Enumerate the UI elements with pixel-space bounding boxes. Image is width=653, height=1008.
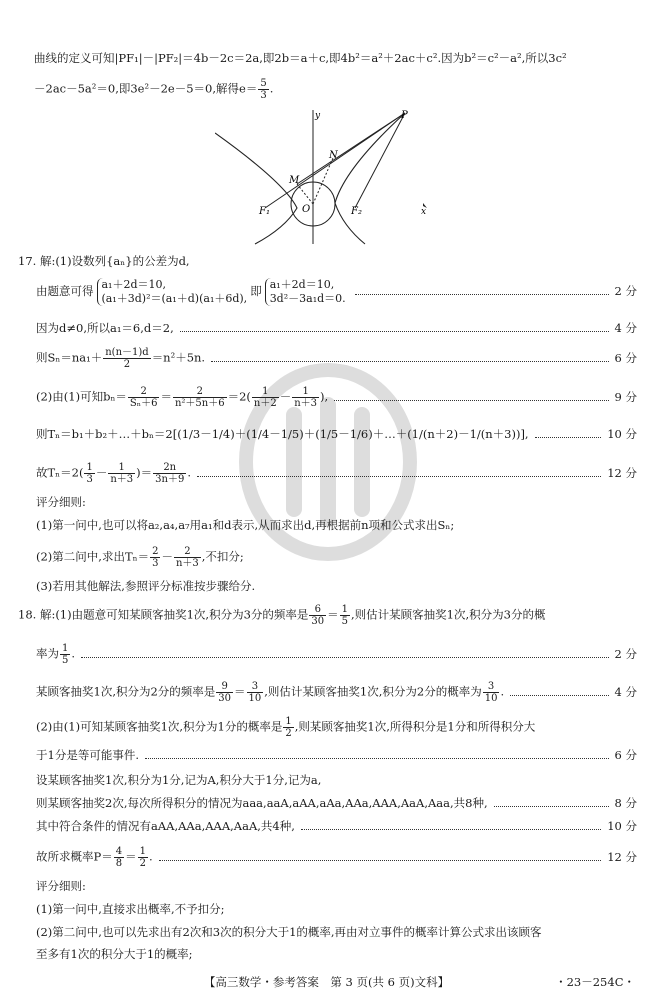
label-F2: F₂ xyxy=(351,206,362,217)
score: 6 分 xyxy=(614,748,637,762)
score: 10 分 xyxy=(607,819,637,833)
q18-line-9: 故所求概率P＝ $\frac{4}{8}$ ＝ $\frac{1}{2}$ . 12 分 xyxy=(36,846,637,869)
score: 9 分 xyxy=(614,389,637,404)
q17-line-3: 因为d≠0,所以a₁＝6,d＝2, 4 分 xyxy=(36,321,637,335)
score: 8 分 xyxy=(614,796,637,810)
q18-line-2: 率为 $\frac{1}{5}$ . 2 分 xyxy=(36,643,637,666)
left-branch xyxy=(215,133,297,244)
q17-line-5: (2)由(1)可知bₙ＝ $\frac{2}{\text{Sₙ＋6}}$ ＝ $\frac{2}{\text{n²＋5n＋6}}$ ＝2( $\frac{1}{n+2}$ － $\frac{1}{n+3}$ ), 9 分 xyxy=(36,386,637,409)
score: 12 分 xyxy=(607,849,637,864)
q17-rubric-3: (3)若用其他解法,参照评分标准按步骤给分. xyxy=(36,579,256,593)
line-F2P xyxy=(355,113,405,208)
q18-line-7: 则某顾客抽奖2次,每次所得积分的情况为aaa,aaA,aAA,aAa,AAa,AAA,AaA,Aaa,共8种, 8 分 xyxy=(36,796,637,810)
score: 10 分 xyxy=(607,427,637,441)
q18-line-4: (2)由(1)可知某顾客抽奖1次,积分为1分的概率是 $\frac{1}{2}$ ,则某顾客抽奖1次,所得积分是1分和所得积分大 xyxy=(36,716,536,739)
footer-title: 【高三数学・参考答案 第 3 页(共 6 页)文科】 xyxy=(203,975,450,989)
score: 6 分 xyxy=(614,350,637,365)
equation-system-1: a₁＋2d＝10, (a₁＋3d)²＝(a₁＋d)(a₁＋6d), xyxy=(97,278,248,306)
q17-line-4: 则Sₙ＝na₁＋ $\frac{n(n-1)d}{2}$ ＝n²＋5n. 6 分 xyxy=(36,347,637,370)
q17-rubric-2: (2)第二问中,求出Tₙ＝ $\frac{2}{3}$ － $\frac{2}{n+3}$ ,不扣分; xyxy=(36,546,244,569)
dashed-OM xyxy=(297,184,313,204)
score: 2 分 xyxy=(614,646,637,661)
q17-rubric-title: 评分细则: xyxy=(36,495,86,509)
label-y: y xyxy=(315,111,321,121)
q18-rubric-2a: (2)第二问中,也可以先求出有2次和3次的积分大于1的概率,再由对立事件的概率计算公式求出该顾客 xyxy=(36,925,542,939)
equation-system-2: a₁＋2d＝10, 3d²－3a₁d＝0. xyxy=(265,278,346,306)
label-F1: F₁ xyxy=(259,206,270,217)
score: 4 分 xyxy=(614,684,637,699)
label-P: P xyxy=(401,110,408,121)
intro-line-2: －2ac－5a²＝0,即3e²－2e－5＝0,解得e＝ $\frac{5}{3}$ . xyxy=(34,78,274,101)
score: 4 分 xyxy=(614,321,637,335)
dashed-ON xyxy=(313,158,333,204)
q18-line-5: 于1分是等可能事件. 6 分 xyxy=(36,748,637,762)
label-x: x xyxy=(421,207,427,217)
intro-line-1: 曲线的定义可知|PF₁|－|PF₂|＝4b－2c＝2a,即2b＝a＋c,即4b²＝a²＋2ac＋c².因为b²＝c²－a²,所以3c² xyxy=(34,51,567,65)
q18-rubric-title: 评分细则: xyxy=(36,879,86,893)
score: 12 分 xyxy=(607,465,637,480)
q17-line-7: 故Tₙ＝2( $\frac{1}{3}$ － $\frac{1}{n+3}$ )＝ $\frac{2n}{3n+9}$ . 12 分 xyxy=(36,462,637,485)
hyperbola-figure xyxy=(215,108,445,248)
footer-code: ・23－254C・ xyxy=(555,975,635,989)
q18-rubric-1: (1)第一问中,直接求出概率,不予扣分; xyxy=(36,902,225,916)
q17-rubric-1: (1)第一问中,也可以将a₂,a₄,a₇用a₁和d表示,从而求出d,再根据前n项和公式求出Sₙ; xyxy=(36,518,455,532)
q17-heading: 17. 解:(1)设数列{aₙ}的公差为d, xyxy=(18,254,190,268)
q18-rubric-2b: 至多有1次的积分大于1的概率; xyxy=(36,947,193,961)
fraction: $\frac{5}{3}$ xyxy=(260,78,267,101)
label-O: O xyxy=(302,204,311,215)
label-M: M xyxy=(289,175,300,186)
q18-line-3: 某顾客抽奖1次,积分为2分的频率是 $\frac{9}{30}$ ＝ $\frac{3}{10}$ ,则估计某顾客抽奖1次,积分为2分的概率为 $\frac{3}{10}$ . 4 分 xyxy=(36,681,637,704)
label-N: N xyxy=(329,150,338,161)
page-footer xyxy=(0,974,653,990)
score: 2 分 xyxy=(614,284,637,298)
q18-line-8: 其中符合条件的情况有aAA,AAa,AAA,AaA,共4种, 10 分 xyxy=(36,819,637,833)
q18-line-6: 设某顾客抽奖1次,积分为1分,记为A,积分大于1分,记为a, xyxy=(36,773,322,787)
q17-line-2: 由题意可得 a₁＋2d＝10, (a₁＋3d)²＝(a₁＋d)(a₁＋6d), 即 a₁＋2d＝10, 3d²－3a₁d＝0. 2 分 xyxy=(36,278,637,305)
q18-line-1: 18. 解:(1)由题意可知某顾客抽奖1次,积分为3分的频率是 $\frac{6}{30}$ ＝ $\frac{1}{5}$ ,则估计某顾客抽奖1次,积分为3分的概 xyxy=(18,604,546,627)
q17-line-6: 则Tₙ＝b₁＋b₂＋…＋bₙ＝2[(1/3－1/4)＋(1/4－1/5)＋(1/5－1/6)＋…＋(1/(n＋2)－1/(n＋3))], 10 分 xyxy=(36,427,637,441)
